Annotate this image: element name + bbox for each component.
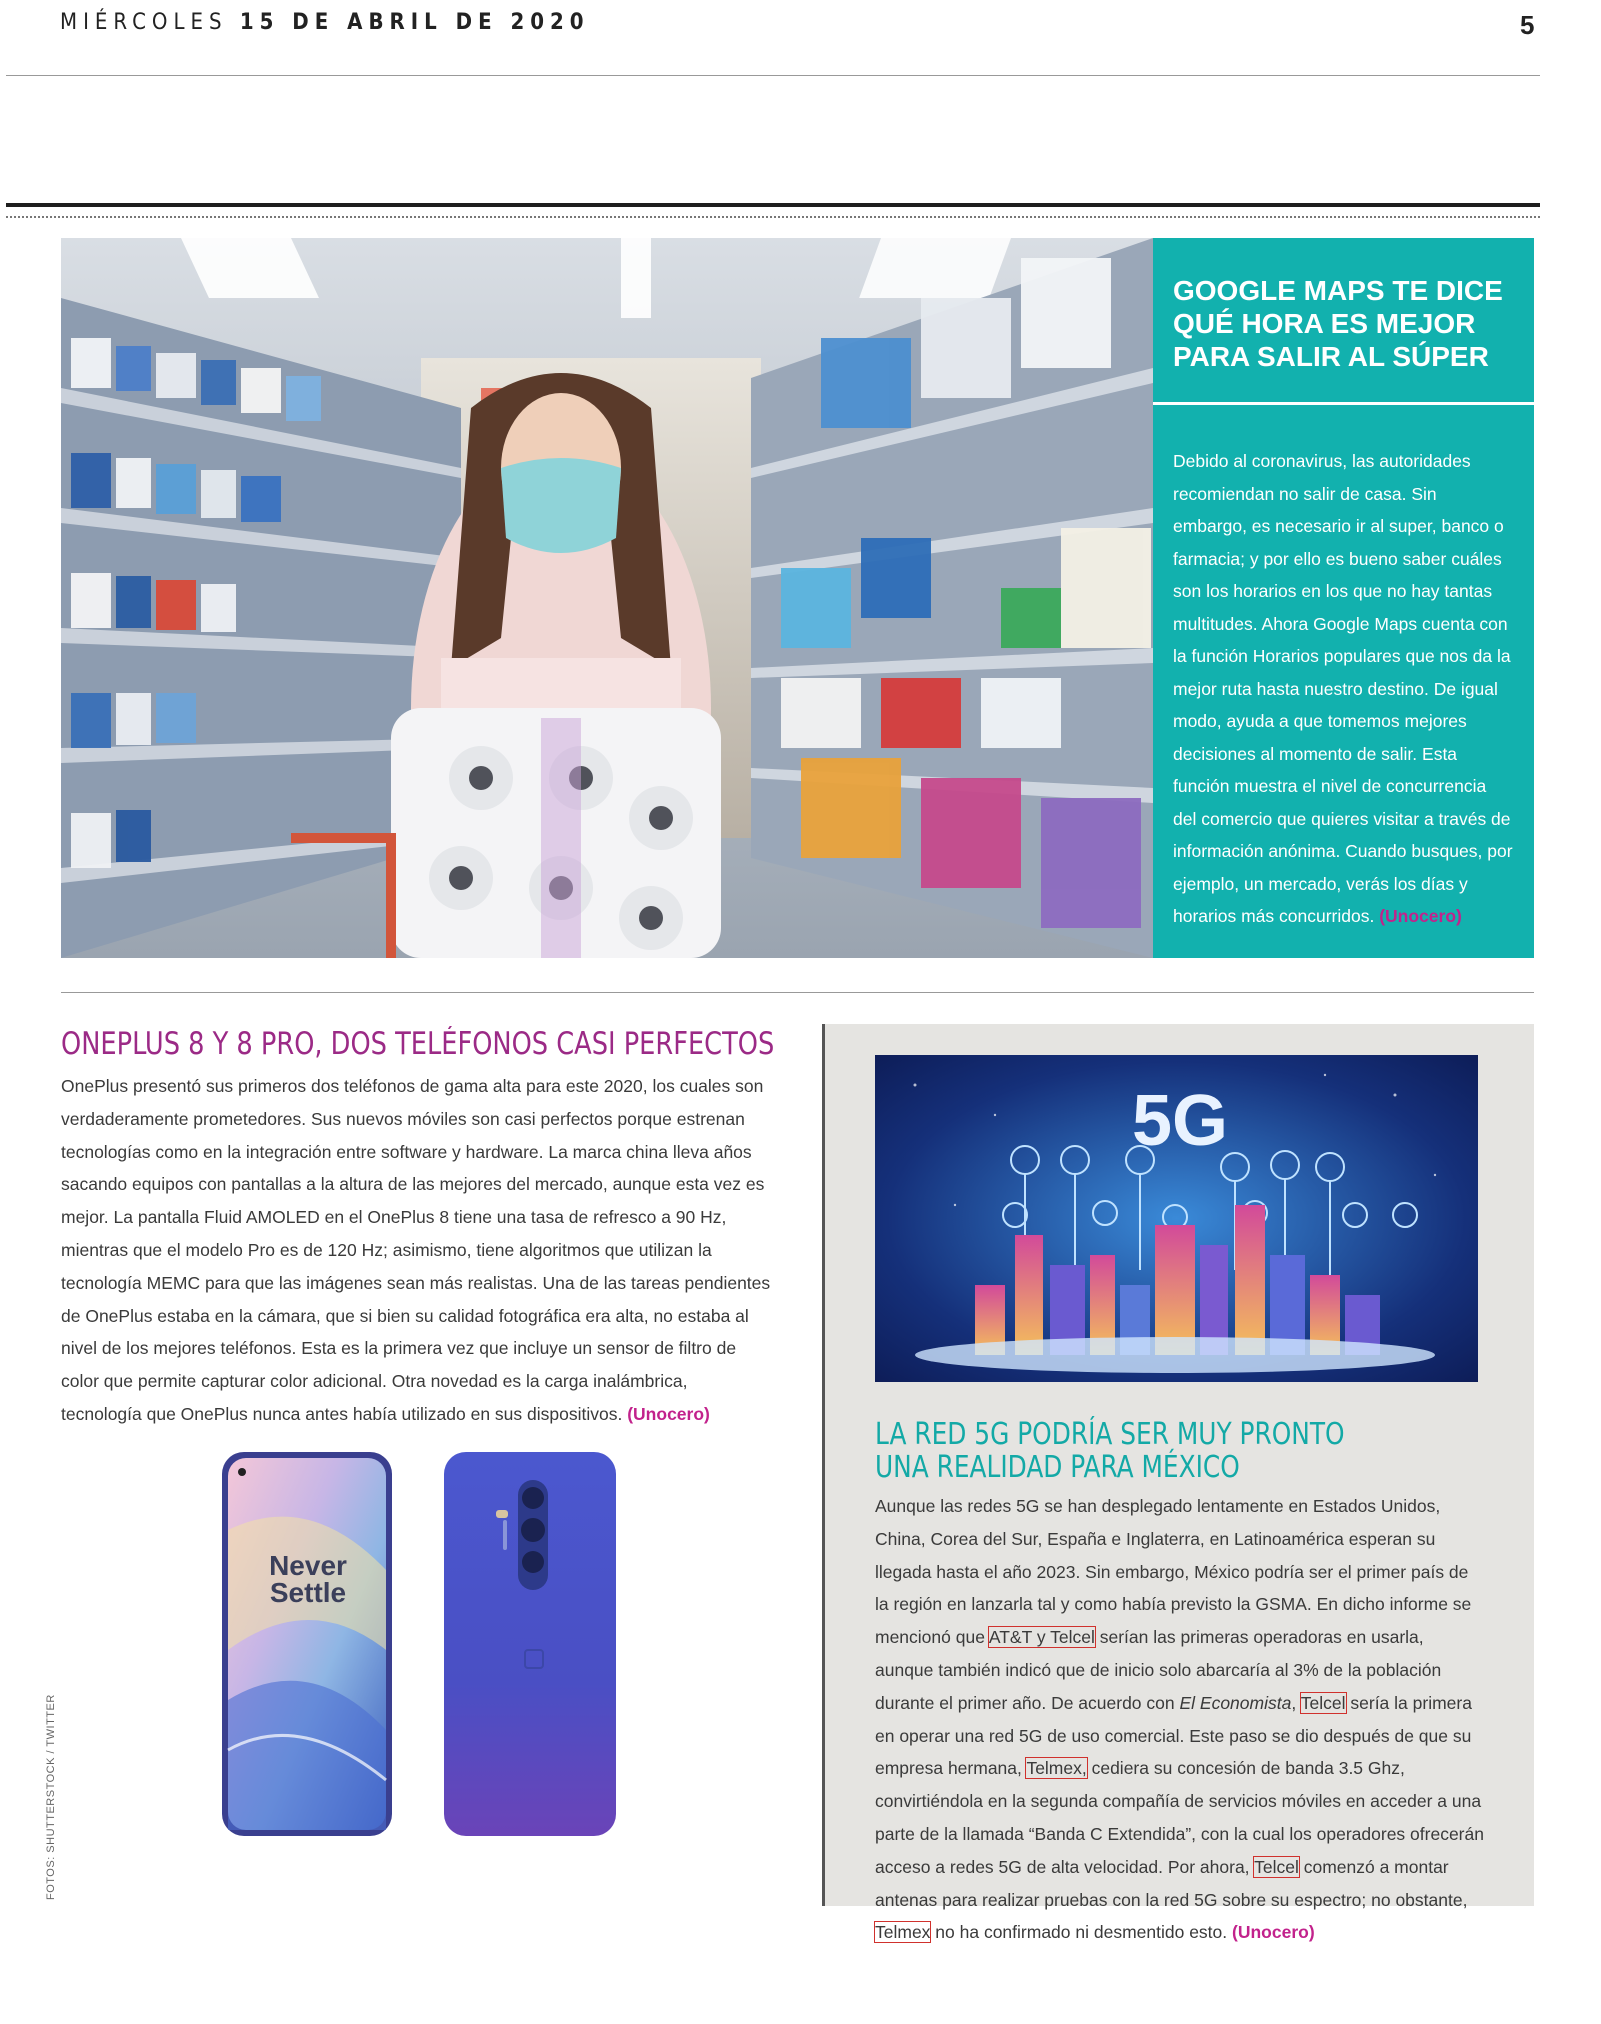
middle-rule xyxy=(61,992,1534,993)
photo-credit xyxy=(45,1694,65,1900)
red5g-highlight-telcel-1: Telcel xyxy=(1300,1692,1346,1713)
5g-image-label: 5G xyxy=(1131,1081,1229,1161)
red5g-text-2: serían las primeras operadoras en usarla, aunque también indicó que de inicio solo abarcaría al 3% de la población durante el primer año. De acuerdo con xyxy=(875,1627,1442,1713)
header-date xyxy=(60,10,590,35)
header-day: MIÉRCOLES xyxy=(60,10,228,35)
oneplus-source: (Unocero) xyxy=(627,1403,710,1424)
red5g-highlight-telmex-1: Telmex, xyxy=(1026,1758,1087,1779)
red5g-text-4: sería la primera en operar una red 5G de uso comercial. Este paso se dio después de que su empresa hermana, xyxy=(875,1692,1472,1779)
phone-screen-text-2: Settle xyxy=(269,1577,347,1608)
dotted-rule xyxy=(6,216,1540,218)
red5g-text-7: no ha confirmado ni desmentido esto. xyxy=(930,1922,1228,1943)
google-maps-body xyxy=(1173,445,1513,933)
red5g-source: (Unocero) xyxy=(1232,1922,1315,1943)
google-maps-title: GOOGLE MAPS TE DICE QUÉ HORA ES MEJOR PARA SALIR AL SÚPER xyxy=(1173,275,1503,372)
header-full-date: 15 DE ABRIL DE 2020 xyxy=(239,10,590,35)
red5g-highlight-telmex-2: Telmex xyxy=(875,1922,931,1943)
red5g-box-border xyxy=(822,1024,825,1906)
google-maps-separator xyxy=(1153,402,1534,405)
google-maps-source: (Unocero) xyxy=(1379,906,1462,926)
red5g-text-1: Aunque las redes 5G se han desplegado lentamente en Estados Unidos, China, Corea del Sur, España e Inglaterra, en Latinoamérica esperan su llegada hasta el año 2023. Sin embargo, México podría ser el primer país de la región en lanzarla tal y como había previsto la GSMA. En dicho informe se mencionó que xyxy=(875,1496,1472,1648)
page-number: 5 xyxy=(1520,10,1535,40)
5g-city-image xyxy=(875,1055,1478,1382)
header-rule xyxy=(6,75,1540,76)
red5g-highlight-att-telcel: AT&T y Telcel xyxy=(988,1627,1095,1648)
phone-screen-text-1: Never xyxy=(269,1550,347,1581)
red5g-title xyxy=(875,1418,1436,1484)
red5g-title-line2: UNA REALIDAD PARA MÉXICO xyxy=(875,1450,1240,1485)
red5g-body xyxy=(875,1490,1485,1949)
oneplus-body xyxy=(61,1070,773,1431)
oneplus-title: ONEPLUS 8 Y 8 PRO, DOS TELÉFONOS CASI PERFECTOS xyxy=(61,1026,775,1062)
red5g-title-line1: LA RED 5G PODRÍA SER MUY PRONTO xyxy=(875,1417,1345,1452)
red5g-highlight-telcel-2: Telcel xyxy=(1254,1856,1299,1877)
red5g-text-5: cediera su concesión de banda 3.5 Ghz, convirtiéndola en la segunda compañía de servicios móviles en acceder a una parte de la llamada “Banda C Extendida”, con la cual los operadores ofrecerán acceso a redes 5G de alta velocidad. Por ahora, xyxy=(875,1758,1484,1877)
red5g-italic-source: El Economista xyxy=(1179,1692,1292,1713)
google-maps-text: Debido al coronavirus, las autoridades recomiendan no salir de casa. Sin embargo, es necesario ir al super, banco o farmacia; y por ello es bueno saber cuáles son los horarios en los que no hay tantas multitudes. Ahora Google Maps cuenta con la función Horarios populares que nos da la mejor ruta hasta nuestro destino. De igual modo, ayuda a que tomemos mejores decisiones al momento de salir. Esta función muestra el nivel de concurrencia del comercio que quieres visitar a través de información anónima. Cuando busques, por ejemplo, un mercado, verás los días y horarios más concurridos. xyxy=(1173,451,1513,926)
supermarket-photo xyxy=(61,238,1153,958)
oneplus-text: OnePlus presentó sus primeros dos teléfonos de gama alta para este 2020, los cuales son verdaderamente prometedores. Sus nuevos móviles son casi perfectos porque estrenan tecnologías como en la integración entre software y hardware. La marca china lleva años sacando equipos con pantallas a la altura de las mejores del mercado, aunque esta vez es mejor. La pantalla Fluid AMOLED en el OnePlus 8 tiene una tasa de refresco a 90 Hz, mientras que el modelo Pro es de 120 Hz; asimismo, tiene algoritmos que utilizan la tecnología MEMC para que las imágenes sean más realistas. Una de las tareas pendientes de OnePlus estaba en la cámara, que si bien su calidad fotográfica era alta, no estaba al nivel de los mejores teléfonos. Esta es la primera vez que incluye un sensor de filtro de color que permite capturar color adicional. Otra novedad es la carga inalámbrica, tecnología que OnePlus nunca antes había utilizado en sus dispositivos. xyxy=(61,1076,771,1424)
red5g-text-6: comenzó a montar antenas para realizar pruebas con la red 5G sobre su espectro; no obstante, xyxy=(875,1856,1468,1910)
red5g-text-3: , xyxy=(1291,1692,1301,1713)
section-rule xyxy=(6,203,1540,207)
oneplus-phones-image xyxy=(220,1450,620,1840)
photo-credit-text: FOTOS: SHUTTERSTOCK / TWITTER xyxy=(45,1694,57,1900)
